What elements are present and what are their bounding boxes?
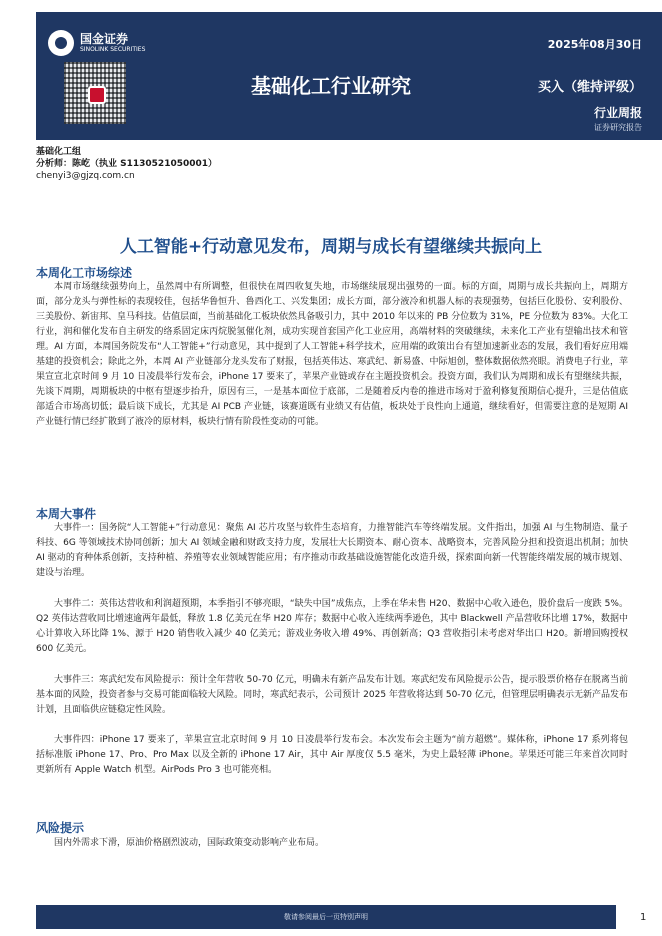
event-item: 大事件四：iPhone 17 要来了，苹果宣宣北京时间 9 月 10 日凌晨举行发布会。本次发布会主题为“前方超燃”。媒体称，iPhone 17 系列将包括标准版 iPhone 17、Pro、Pro Max 以及全新的 iPhone 17 Air，其中 Air 厚度仅 5.5 毫米，为史上最轻薄 iPhone。苹果还可能三年来首次同时更新所有 Apple Watch 机型。AirPods Pro 3 也可能亮相。 bbox=[36, 735, 628, 775]
report-header bbox=[0, 0, 662, 140]
analyst-email[interactable]: chenyi3@gjzq.com.cn bbox=[36, 171, 135, 181]
rating: 买入（维持评级） bbox=[537, 80, 642, 95]
report-title: 基础化工行业研究 bbox=[251, 74, 411, 98]
analyst-name: 分析师：陈屹（执业 S1130521050001） bbox=[36, 159, 218, 169]
logo-name-cn: 国金证券 bbox=[80, 32, 129, 46]
report-type: 行业周报 bbox=[593, 106, 642, 120]
page-number: 1 bbox=[640, 912, 647, 923]
logo-mark-icon bbox=[48, 30, 74, 56]
event-item: 大事件三：寒武纪发布风险提示：预计全年营收 50-70 亿元，明确未有新产品发布计划。寒武纪发布风险提示公告，提示股票价格存在脱离当前基本面的风险，投资者参与交易可能面临较大风险。同时，寒武纪表示，公司预计 2025 年营收将达到 50-70 亿元，但管理层明确表示无新产品发布计划，且面临供应链稳定性风险。 bbox=[36, 675, 628, 715]
section-market-review-title: 本周化工市场综述 bbox=[36, 266, 133, 280]
sinolink-logo bbox=[48, 30, 145, 56]
event-item: 大事件二：英伟达营收和利润超预期，本季指引不够亮眼，“缺失中国”成焦点，上季在华未售 H20、数据中心收入逊色，股价盘后一度跌 5%。Q2 英伟达营收同比增速逾两年最低，释放 1.8 亿美元在华 H20 库存；数据中心收入连续两季逊色，其中 Blackwell 产品营收环比增 17%，数据中心计算收入环比降 1%、源于 H20 销售收入减少 40 亿美元；游戏业务收入增 49%、再创新高；Q3 营收指引未考虑对华出口 H20。新增回购授权 600 亿美元。 bbox=[36, 599, 628, 654]
analyst-info bbox=[36, 146, 217, 182]
section-events-title: 本周大事件 bbox=[36, 507, 97, 521]
headline: 人工智能+行动意见发布，周期与成长有望继续共振向上 bbox=[119, 237, 543, 257]
event-item: 大事件一：国务院“人工智能+”行动意见：聚焦 AI 芯片攻坚与软件生态培育，力推智能汽车等终端发展。文件指出，加强 AI 与生物制造、量子科技、6G 等领域技术协同创新；加大 AI 领域金融和财政支持力度，发展壮大长期资本、耐心资本、战略资本，完善风险分担和投资退出机制；加快 AI 驱动的育种体系创新，支持种植、养殖等农业领域智能应用；有序推动市政基础设施智能化改造升级，探索面向新一代智能终端发展的城市规划、建设与治理。 bbox=[36, 523, 628, 578]
market-review-body: 本周市场继续强势向上，虽然周中有所调整，但很快在周四收复失地，市场继续展现出强势的一面。标的方面，周期与成长共振向上，周期方面，部分龙头与弹性标的表现较佳，包括华鲁恒升、鲁西化工、兴发集团；成长方面，部分液冷和机器人标的表现强势，包括巨化股份、安利股份、三美股份、新宙邦、皇马科技。估值层面，当前基础化工板块依然具备吸引力，其中 2010 年以来的 PB 分位数为 31%，PE 分位数为 83%。大化工行业，润和催化发布自主研发的络系固定床丙烷脱氢催化剂，成功实现首套国产化工业应用，高端材料的突破继续，未来化工产业有望输出技术和管理。AI 方面，本周国务院发布“人工智能+”行动意见，其中提到了人工智能+科学技术，应用端的政策出台有望加速新业态的发展，我们看好应用端基建的投资机会；除此之外，本周 AI 产业链部分龙头发布了财报，包括英伟达、寒武纪、新易盛、中际旭创，整体数据依然亮眼。消费电子行业，苹果宣宣北京时间 9 月 10 日凌晨举行发布会，iPhone 17 要来了，苹果产业链或存在主题投资机会。投资方面，我们认为周期和成长有望继续共振，先谈下周期，周期板块的中枢有望逐步抬升，原因有三，一是基本面位于底部，二是随着反内卷的推进市场对于盈利修复预期信心提升，三是估值底部适合市场高切低；最后谈下成长，尤其是 AI PCB 产业链，该赛道既有业绩又有估值，板块处于良性向上通道，继续看好，但需要注意的是短期 AI 产业链行情已经扩散到了液冷的原材料，板块行情有阶段性变动的可能。 bbox=[36, 282, 628, 427]
analyst-group: 基础化工组 bbox=[36, 147, 82, 157]
logo-name-en: SINOLINK SECURITIES bbox=[80, 46, 146, 53]
risk-body: 国内外需求下滑，原油价格剧烈波动，国际政策变动影响产业布局。 bbox=[54, 838, 325, 848]
section-risk-title: 风险提示 bbox=[36, 821, 85, 835]
footer-disclaimer: 敬请参阅最后一页特别声明 bbox=[36, 905, 616, 929]
report-category: 证券研究报告 bbox=[594, 123, 642, 132]
report-date: 2025年08月30日 bbox=[547, 38, 642, 51]
